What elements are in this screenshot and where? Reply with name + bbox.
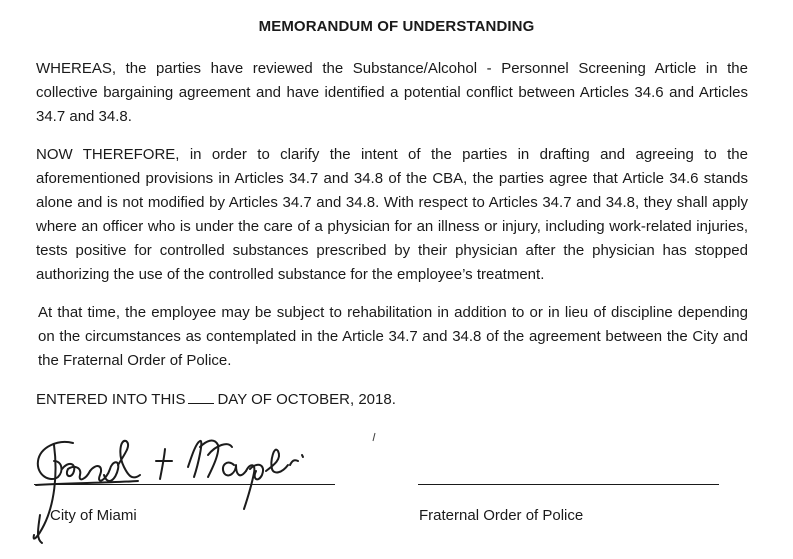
entered-into-line [36, 388, 396, 412]
entered-suffix: DAY OF OCTOBER, 2018. [217, 391, 396, 408]
document-title: MEMORANDUM OF UNDERSTANDING [258, 18, 535, 35]
rehabilitation-paragraph: At that time, the employee may be subject to rehabilitation in addition to or in lieu of discipline depending on the circumstances as contemplated in the Article 34.7 and 34.8 of the agreement between the City and the Fraternal Order of Police. [38, 304, 748, 369]
now-therefore-paragraph: NOW THEREFORE, in order to clarify the intent of the parties in drafting and agreeing to the aforementioned provisions in Articles 34.7 and 34.8 of the CBA, the parties agree that Article 34.6 stands alone and is not modified by Articles 34.7 and 34.8. With respect to Articles 34.7 and 34.8, they shall apply where an officer who is under the care of a physician for an illness or injury, including work-related injuries, tests positive for controlled substances prescribed by their physician after the physician has stopped authorizing the use of the controlled substance for the employee’s treatment. [36, 146, 748, 283]
handwritten-signature [28, 425, 328, 550]
fraternal-order-label: Fraternal Order of Police [419, 507, 584, 524]
city-signature-line [34, 484, 335, 485]
entered-prefix: ENTERED INTO THIS [36, 391, 186, 408]
day-blank [188, 389, 214, 404]
fop-signature-line [418, 484, 719, 485]
stray-pen-mark [372, 432, 376, 442]
city-of-miami-label: City of Miami [50, 507, 137, 524]
whereas-paragraph: WHEREAS, the parties have reviewed the Substance/Alcohol - Personnel Screening Article in the collective bargaining agreement and have identified a potential conflict between Articles 34.6 and Articles 34.7 and 34.8. [36, 60, 748, 125]
